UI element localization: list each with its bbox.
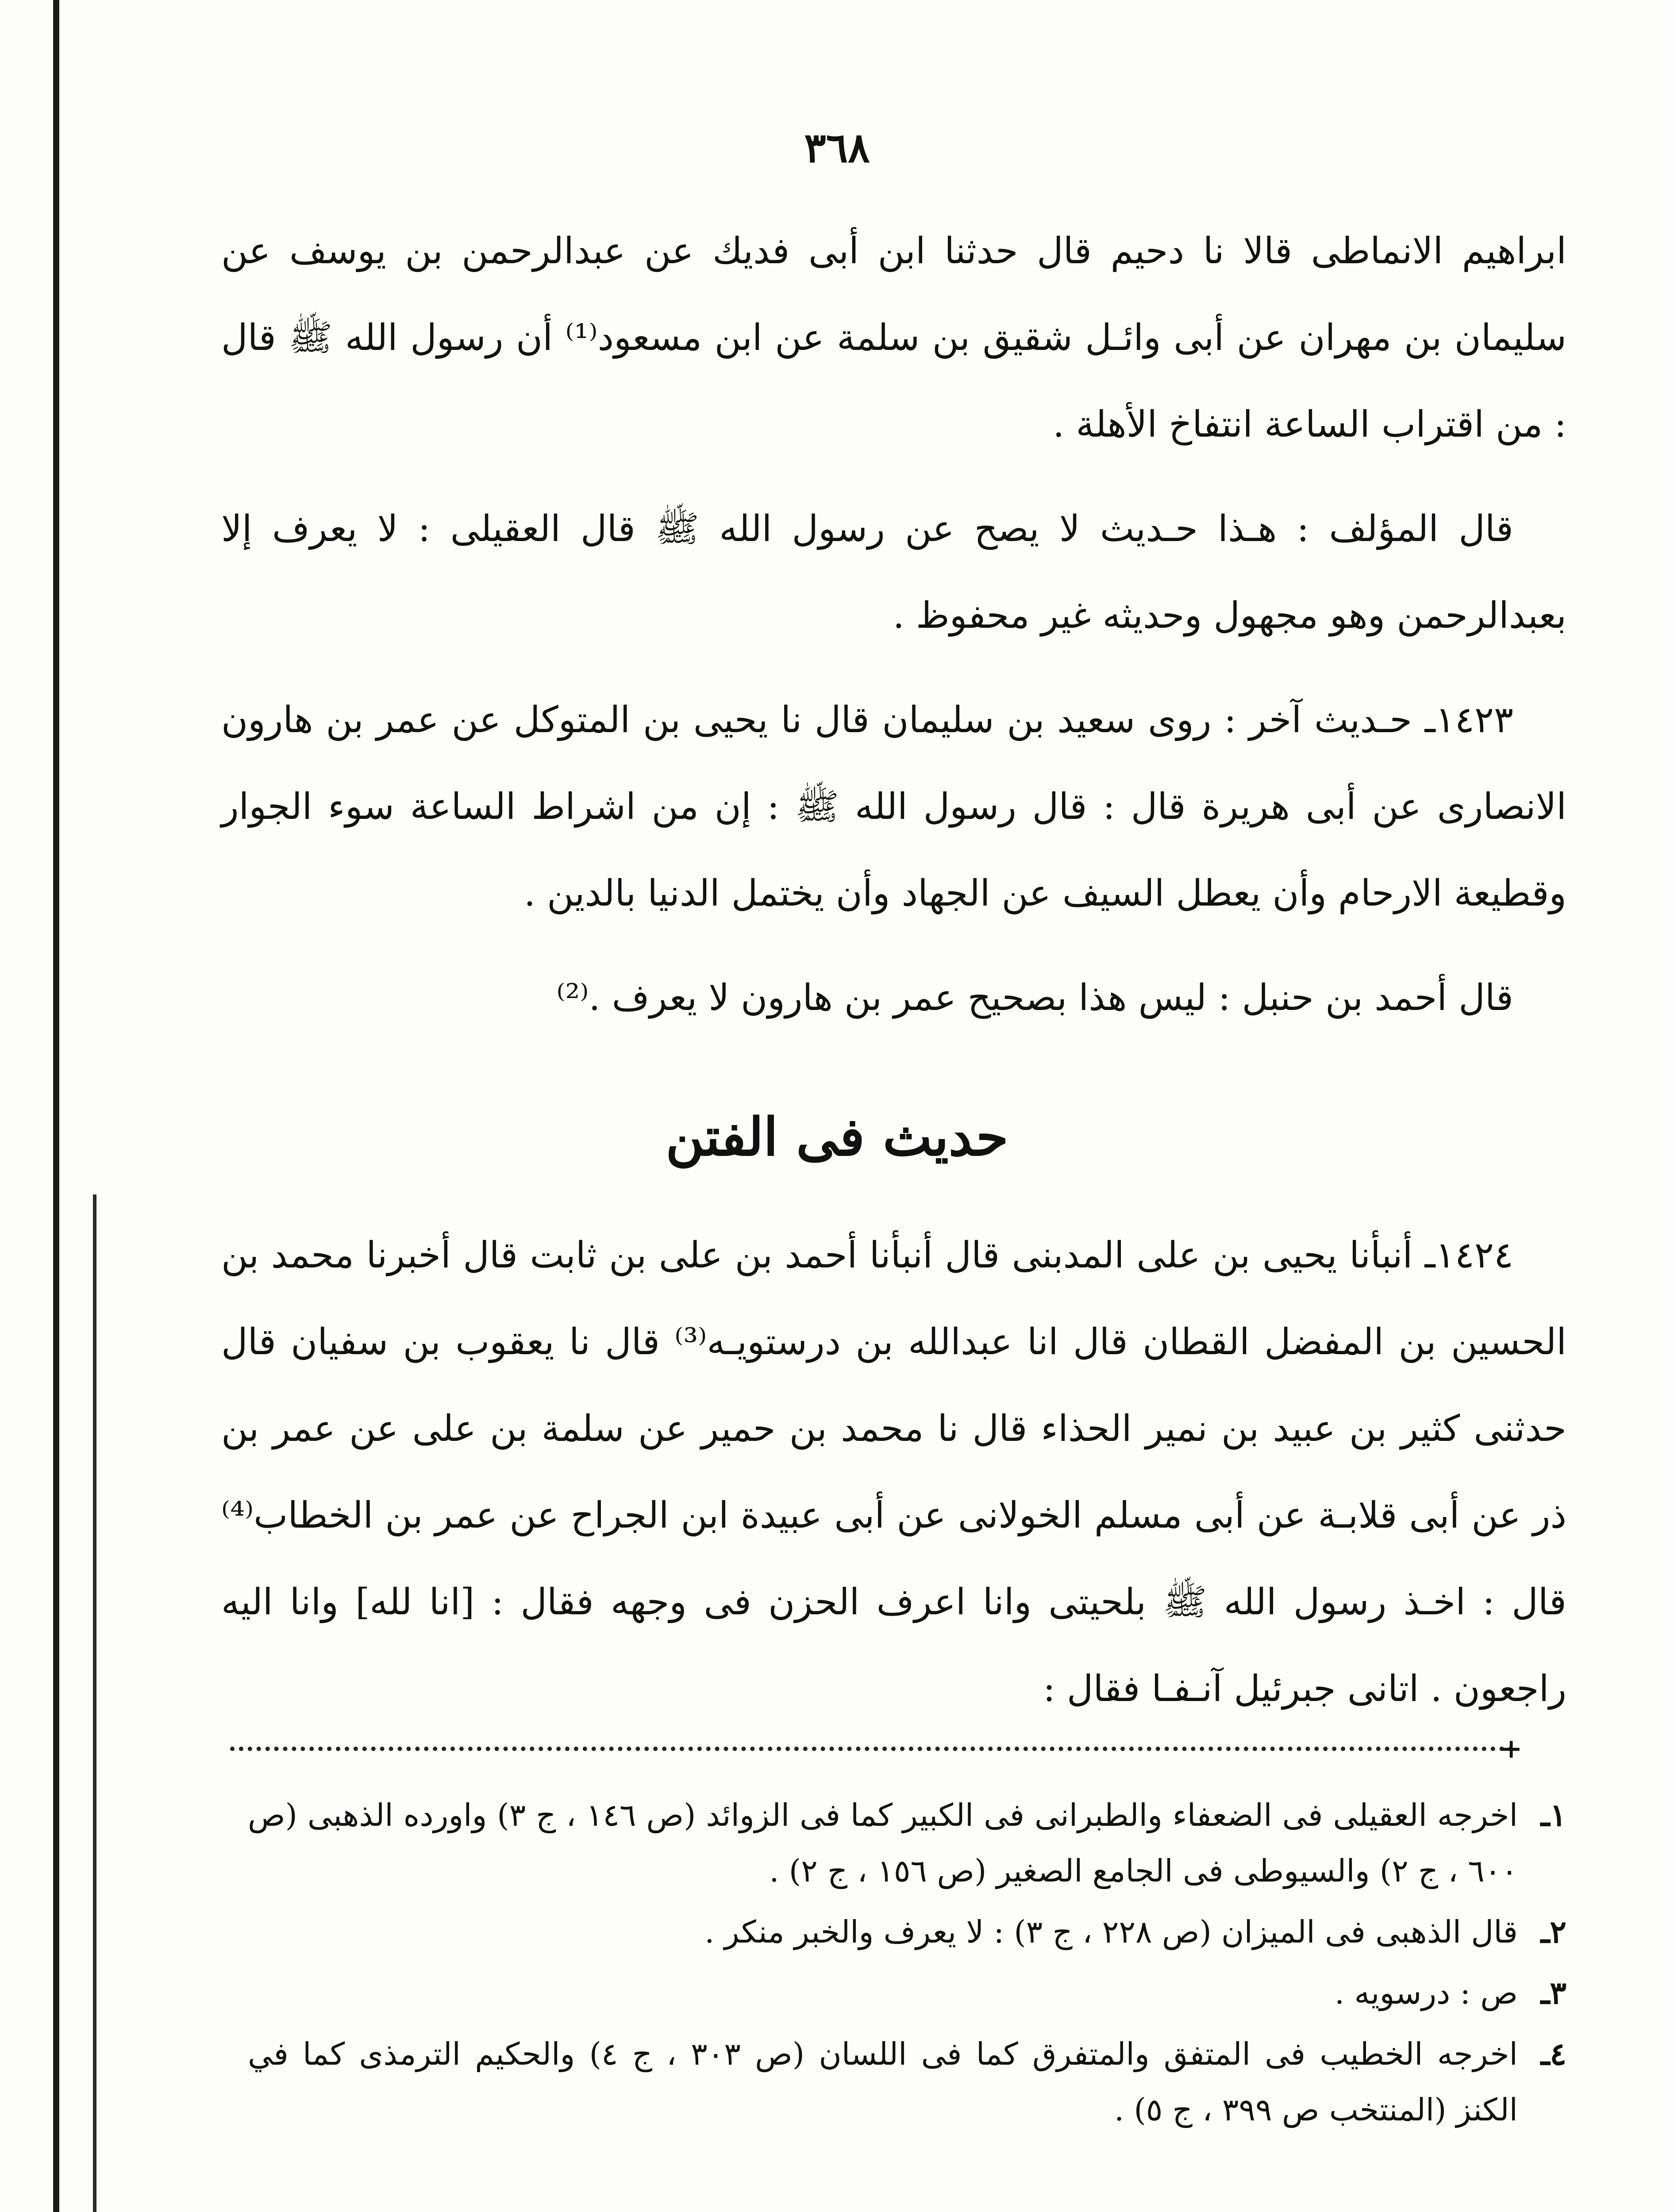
paragraph-hadith-continuation: ابراهيم الانماطى قالا نا دحيم قال حدثنا ابن أبى فديك عن عبدالرحمن بن يوسف عن سليمان بن مهران عن أبى وائـل شقيق بن سلمة عن ابن مسعود⁽¹⁾ أن رسول الله ﷺ قال : من اقتراب الساعة انتفاخ الأهلة . (221, 230, 1566, 445)
paragraph-hadith-1423: ١٤٢٣ـ حـديث آخر : روى سعيد بن سليمان قال نا يحيى بن المتوكل عن عمر بن هارون الانصارى عن أبى هريرة قال : قال رسول الله ﷺ : إن من اشراط الساعة سوء الجوار وقطيعة الارحام وأن يعطل السيف عن الجهاد وأن يختمل الدنيا بالدين . (221, 699, 1566, 914)
footnote-separator-mark: + (1500, 1733, 1523, 1764)
footnote-text: اخرجه الخطيب فى المتفق والمتفرق كما فى اللسان (ص ٣٠٣ ، ج ٤) والحكيم الترمذى كما في الكنز (المنتخب ص ٣٩٩ ، ج ٥) . (248, 2036, 1518, 2128)
footnote-text: اخرجه العقيلى فى الضعفاء والطبرانى فى الكبير كما فى الزوائد (ص ١٤٦ ، ج ٣) واورده الذهبى (ص ٦٠٠ ، ج ٢) والسيوطى فى الجامع الصغير (ص ١٥٦ ، ج ٢) . (248, 1797, 1518, 1889)
footnote-number: ٢ـ (1540, 1913, 1566, 1950)
page-number: ٣٦٨ (804, 124, 870, 172)
paragraph-hadith-1424: ١٤٢٤ـ أنبأنا يحيى بن على المدبنى قال أنبأنا أحمد بن على بن ثابت قال أخبرنا محمد بن الحسين بن المفضل القطان قال انا عبدالله بن درستويـه⁽³⁾ قال نا يعقوب بن سفيان قال حدثنى كثير بن عبيد بن نمير الحذاء قال نا محمد بن حمير عن سلمة بن على عن عمر بن ذر عن أبى قلابـة عن أبى مسلم الخولانى عن أبى عبيدة ابن الجراح عن عمر بن الخطاب⁽⁴⁾ قال : اخـذ رسول الله ﷺ بلحيتى وانا اعرف الحزن فى وجهه فقال : [انا لله] وانا اليه راجعون . اتانى جبرئيل آنـفـا فقال : (221, 1234, 1566, 1710)
footnotes (248, 1787, 1566, 2143)
main-text-top (221, 208, 1566, 1041)
footnote-number: ١ـ (1540, 1797, 1566, 1833)
section-heading: حديث فى الفتن (666, 1106, 1008, 1167)
footnote (248, 1787, 1566, 1899)
footnote-number: ٣ـ (1540, 1974, 1566, 2011)
footnote-separator (230, 1747, 1513, 1751)
paragraph-ahmad-comment: قال أحمد بن حنبل : ليس هذا بصحيح عمر بن هارون لا يعرف .⁽²⁾ (556, 977, 1513, 1019)
footnote (248, 2026, 1566, 2138)
main-text-bottom (221, 1212, 1566, 1732)
binding-edge-shadow (93, 1194, 96, 2212)
paragraph-author-comment: قال المؤلف : هـذا حـديث لا يصح عن رسول الله ﷺ قال العقيلى : لا يعرف إلا بعبدالرحمن وهو مجهول وحديثه غير محفوظ . (221, 508, 1566, 637)
footnote-text: قال الذهبى فى الميزان (ص ٢٢٨ ، ج ٣) : لا يعرف والخبر منكر . (704, 1914, 1518, 1950)
footnote-number: ٤ـ (1540, 2035, 1566, 2072)
footnote (248, 1904, 1566, 1960)
footnote-text: ص : درسويه . (1334, 1975, 1518, 2011)
footnote (248, 1965, 1566, 2021)
